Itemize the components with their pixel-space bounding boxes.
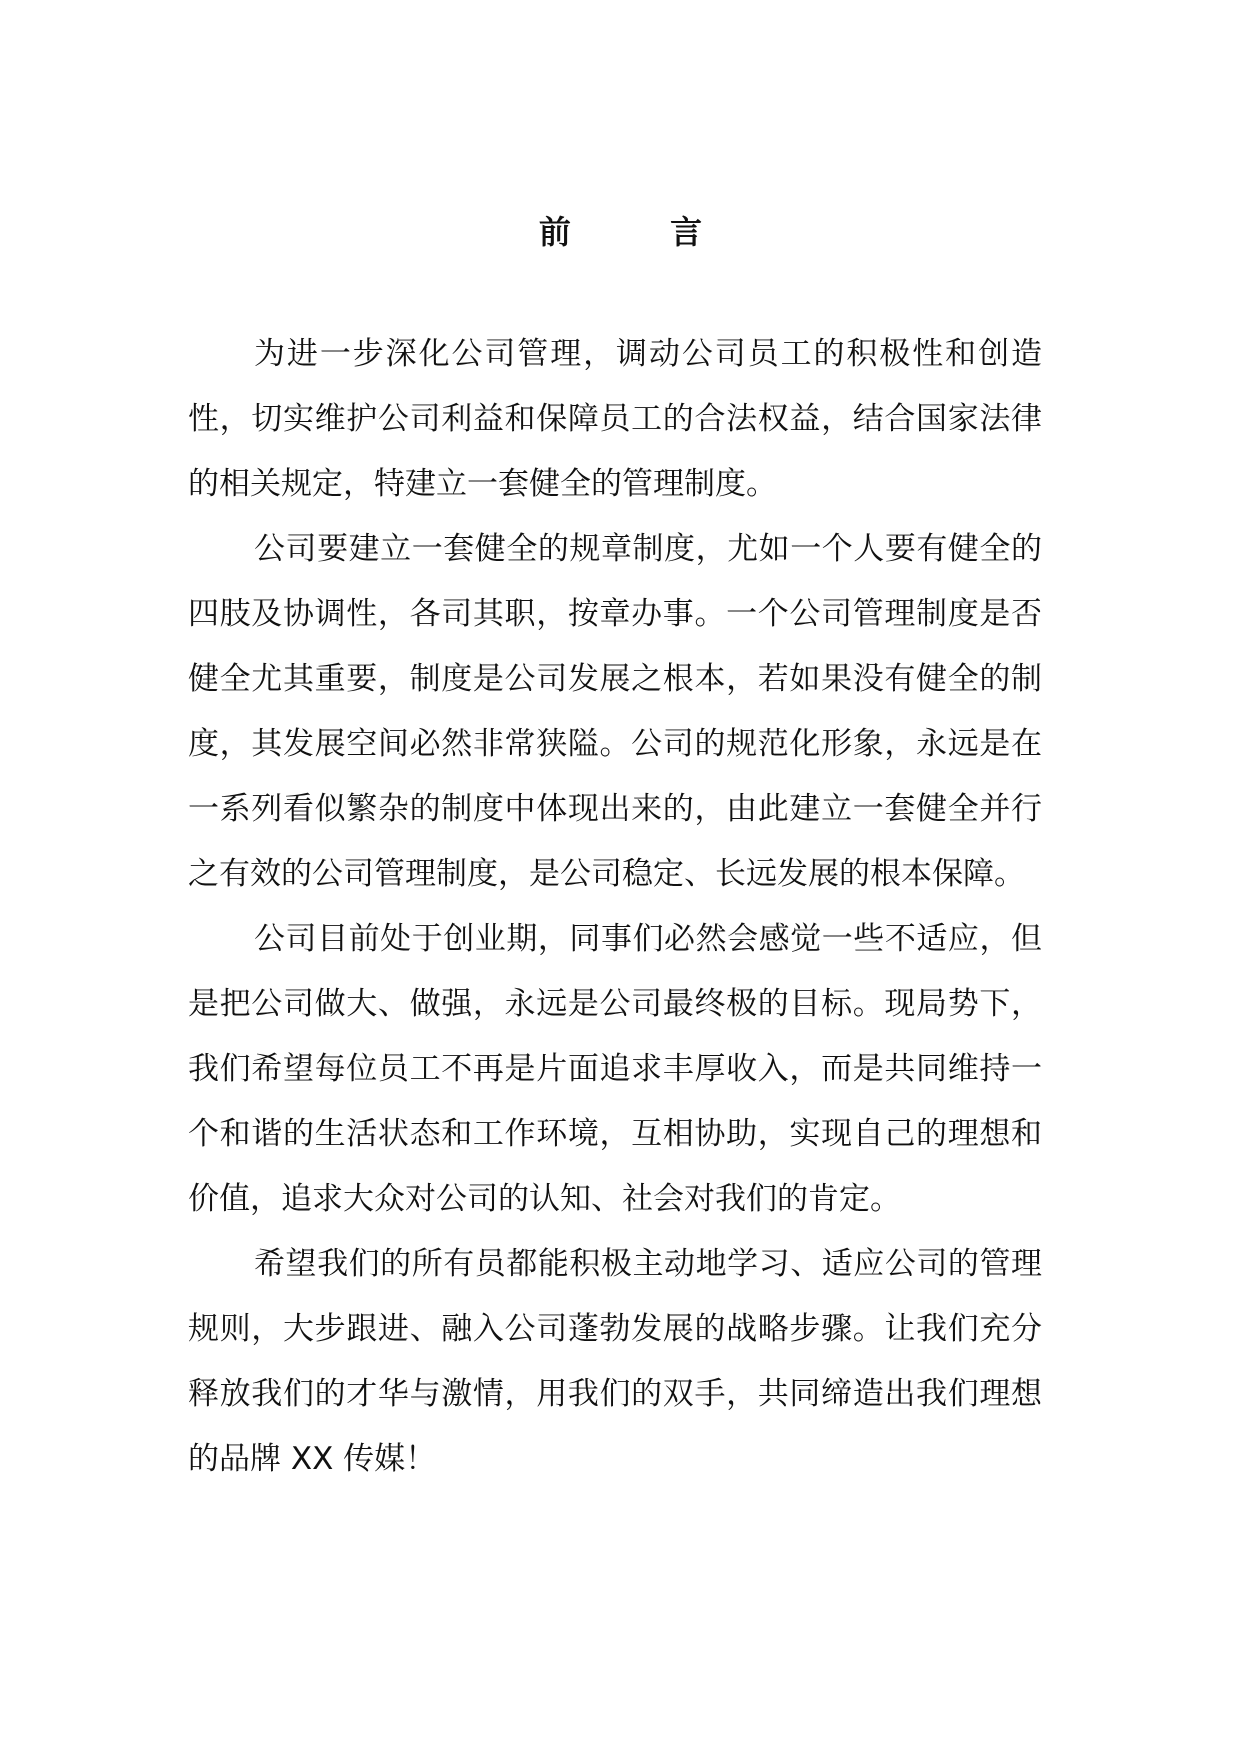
paragraph-2: 公司要建立一套健全的规章制度，尤如一个人要有健全的四肢及协调性，各司其职，按章办事。一个公司管理制度是否健全尤其重要，制度是公司发展之根本，若如果没有健全的制度，其发展空间必然非常狭隘。公司的规范化形象，永远是在一系列看似繁杂的制度中体现出来的，由此建立一套健全并行之有效的公司管理制度，是公司稳定、长远发展的根本保障。 <box>188 531 1042 892</box>
page-title: 前 言 <box>538 213 747 251</box>
paragraph-1: 为进一步深化公司管理，调动公司员工的积极性和创造性，切实维护公司利益和保障员工的合法权益，结合国家法律的相关规定，特建立一套健全的管理制度。 <box>188 336 1042 502</box>
paragraph-3: 公司目前处于创业期，同事们必然会感觉一些不适应，但是把公司做大、做强，永远是公司最终极的目标。现局势下，我们希望每位员工不再是片面追求丰厚收入，而是共同维持一个和谐的生活状态和工作环境，互相协助，实现自己的理想和价值，追求大众对公司的认知、社会对我们的肯定。 <box>188 921 1042 1217</box>
preface-body <box>188 322 1042 1492</box>
paragraph-4: 希望我们的所有员都能积极主动地学习、适应公司的管理规则，大步跟进、融入公司蓬勃发展的战略步骤。让我们充分释放我们的才华与激情，用我们的双手，共同缔造出我们理想的品牌 XX 传媒！ <box>188 1246 1042 1477</box>
